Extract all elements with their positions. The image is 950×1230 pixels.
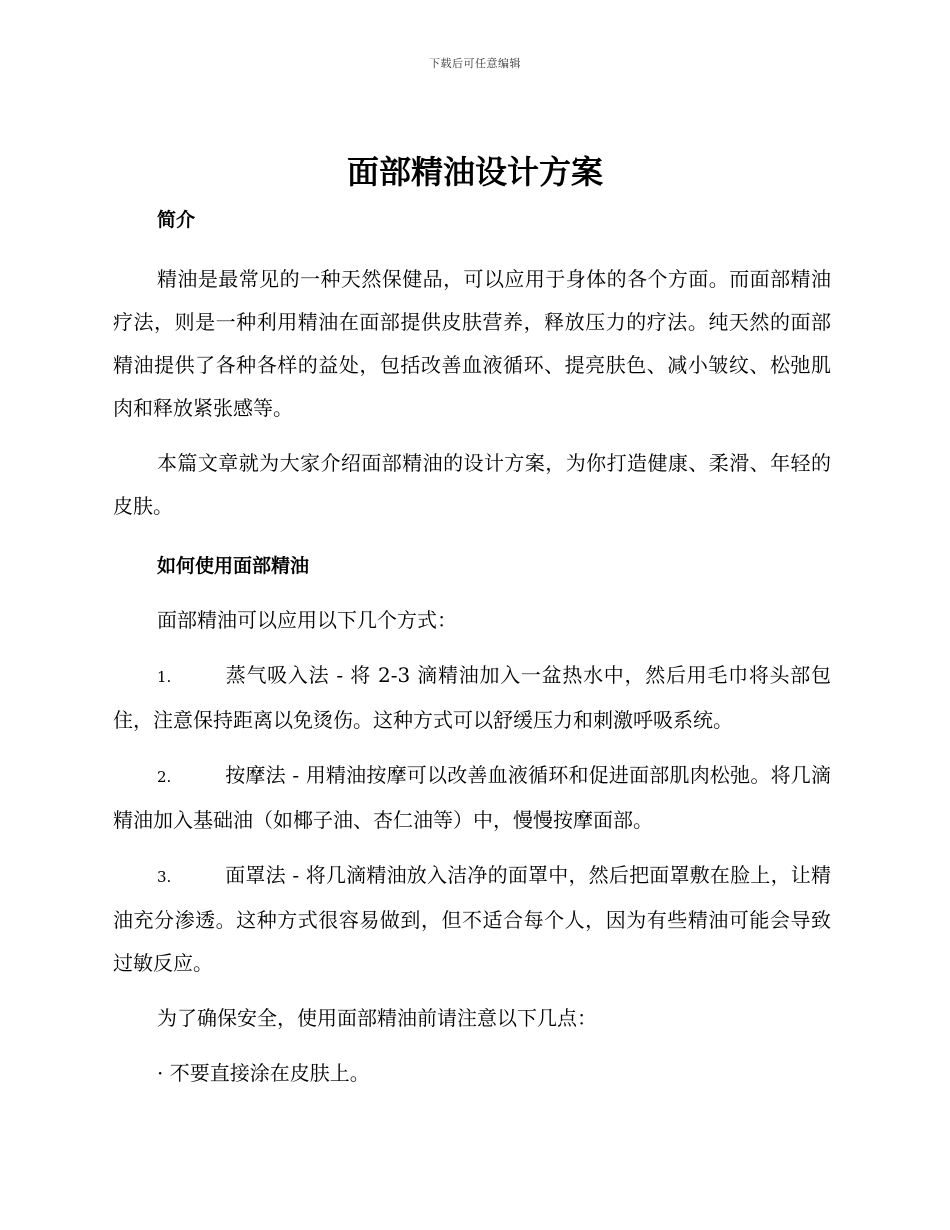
document-body [113,202,831,1095]
intro-paragraph-2: 本篇文章就为大家介绍面部精油的设计方案，为你打造健康、柔滑、年轻的皮肤。 [113,451,831,518]
usage-intro: 面部精油可以应用以下几个方式： [157,608,457,632]
method-number: 3. [157,868,172,886]
safety-point: · 不要直接涂在皮肤上。 [157,1061,370,1085]
method-text: 面罩法 - 将几滴精油放入洁净的面罩中，然后把面罩敷在脸上，让精油充分渗透。这种方式很容易做到，但不适合每个人，因为有些精油可能会导致过敏反应。 [113,863,831,975]
method-item-1 [113,654,831,742]
method-number: 2. [157,768,172,786]
safety-intro: 为了确保安全，使用面部精油前请注意以下几点： [157,1006,597,1030]
method-item-3 [113,854,831,985]
document-title: 面部精油设计方案 [346,153,603,191]
method-number: 1. [157,668,172,686]
method-text: 蒸气吸入法 - 将 2-3 滴精油加入一盆热水中，然后用毛巾将头部包住，注意保持距离以免烫伤。这种方式可以舒缓压力和刺激呼吸系统。 [113,663,831,732]
intro-paragraph-1: 精油是最常见的一种天然保健品，可以应用于身体的各个方面。而面部精油疗法，则是一种利用精油在面部提供皮肤营养，释放压力的疗法。纯天然的面部精油提供了各种各样的益处，包括改善血液循环、提亮肤色、减小皱纹、松弛肌肉和释放紧张感等。 [113,267,831,420]
section-heading-usage: 如何使用面部精油 [157,555,310,577]
header-note: 下载后可任意编辑 [429,57,521,70]
method-item-2 [113,754,831,842]
section-heading-intro: 简介 [157,209,196,231]
method-text: 按摩法 - 用精油按摩可以改善血液循环和促进面部肌肉松弛。将几滴精油加入基础油（如椰子油、杏仁油等）中，慢慢按摩面部。 [113,763,831,832]
